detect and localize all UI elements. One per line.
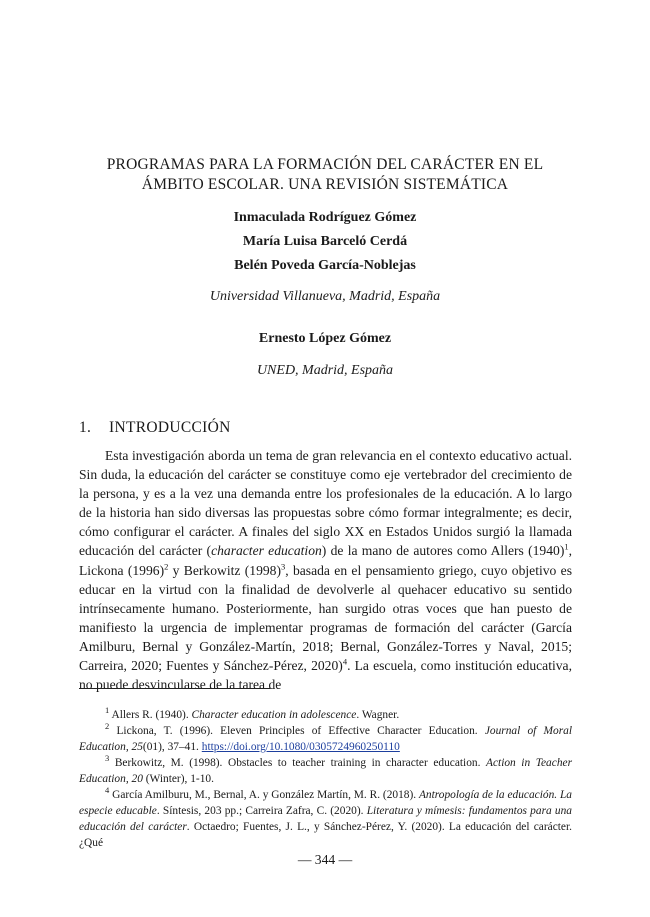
- title-line-1: PROGRAMAS PARA LA FORMACIÓN DEL CARÁCTER EN EL: [106, 156, 544, 173]
- author-name: Inmaculada Rodríguez Gómez: [233, 210, 417, 225]
- section-title: INTRODUCCIÓN: [109, 419, 231, 436]
- footnote: [79, 707, 572, 723]
- title-line-2: ÁMBITO ESCOLAR. UNA REVISIÓN SISTEMÁTICA: [141, 176, 509, 193]
- footnote-text: Lickona, T. (1996). Eleven Principles of Effective Character Education.: [116, 725, 485, 737]
- author-name: María Luisa Barceló Cerdá: [242, 234, 408, 249]
- footnote-ref[interactable]: 2: [164, 561, 169, 572]
- footnote: [79, 723, 572, 755]
- doi-link[interactable]: https://doi.org/10.1080/0305724960250110: [201, 741, 400, 753]
- footnote-ref[interactable]: 3: [281, 561, 286, 572]
- body-text: y Berkowitz (1998): [168, 562, 281, 578]
- author-name: Ernesto López Gómez: [258, 331, 392, 346]
- footnote-italic: Journal of Moral Education, 25: [79, 725, 573, 753]
- footnote-italic: Character education in adolescence: [191, 709, 357, 721]
- body-text: , basada en el pensamiento griego, cuyo objetivo es educar en la virtud con la finalidad de devolverle al quehacer educativo su sentido intrínsecamente humano. Posteriormente, han surgido otras voces que han puesto de manifiesto la urgencia de implementar programas de formación del carácter (García Amilburu, Bernal y González-Martín, 2018; Bernal, González-Torres y Naval, 2015; Carreira, 2020; Fuentes y Sánchez-Pérez, 2020): [79, 562, 572, 674]
- footnote-divider: [79, 688, 270, 689]
- author-block: [60, 206, 590, 383]
- italic-term: character education: [211, 543, 322, 559]
- author-name: Belén Poveda García-Noblejas: [234, 258, 416, 273]
- footnote-italic: Action in Teacher Education, 20: [79, 757, 572, 785]
- footnote-text: . Wagner.: [356, 709, 400, 721]
- footnote-text: (01), 37–41.: [142, 741, 202, 753]
- footnote-number: 2: [105, 721, 110, 732]
- footnote-ref[interactable]: 1: [564, 541, 569, 552]
- section-number: 1.: [79, 419, 92, 436]
- footnote: [79, 787, 572, 851]
- footnote-number: 1: [105, 705, 110, 716]
- affiliation: Universidad Villanueva, Madrid, España: [209, 289, 441, 304]
- paper-title: [60, 155, 590, 195]
- footnote-text: Allers R. (1940).: [111, 709, 192, 721]
- body-text: , Lickona (1996): [79, 543, 572, 578]
- footnote-italic: Antropología de la educación. La especie educable: [79, 789, 572, 817]
- footnote-number: 4: [105, 785, 110, 796]
- footnote-text: . Síntesis, 203 pp.; Carreira Zafra, C. (2020).: [156, 805, 367, 817]
- body-text: ) de la mano de autores como Allers (1940): [321, 543, 565, 559]
- footnote-text: . Octaedro; Fuentes, J. L., y Sánchez-Pérez, Y. (2020). La educación del carácter. ¿Qué: [79, 821, 572, 849]
- footnote-ref[interactable]: 4: [342, 656, 348, 667]
- footnote-number: 3: [105, 753, 110, 764]
- footnote: [79, 755, 572, 787]
- body-paragraph: [79, 446, 572, 694]
- footnotes: [79, 707, 572, 851]
- body-text: Esta investigación aborda un tema de gran relevancia en el contexto educativo actual. Sin duda, la educación del carácter se constituye como eje vertebrador del crecimiento de la persona, y es a la vez una demanda entre los profesionales de la educación. A lo largo de la historia han sido diversas las propuestas sobre cómo formar integralmente; es decir, cómo configurar el carácter. A finales del siglo XX en Estados Unidos surgió la llamada educación del carácter (: [79, 448, 572, 559]
- footnote-text: (Winter), 1-10.: [142, 773, 214, 785]
- footnote-italic: Literatura y mímesis: fundamentos para una educación del carácter: [79, 805, 572, 833]
- body-text: . La escuela, como institución educativa, no puede desvincularse de la tarea de: [79, 658, 572, 693]
- section-heading: [79, 419, 231, 437]
- footnote-text: Berkowitz, M. (1998). Obstacles to teacher training in character education.: [114, 757, 487, 769]
- footnote-text: García Amilburu, M., Bernal, A. y González Martín, M. R. (2018).: [112, 789, 419, 801]
- affiliation: UNED, Madrid, España: [256, 363, 394, 378]
- page-number: — 344 —: [297, 852, 353, 867]
